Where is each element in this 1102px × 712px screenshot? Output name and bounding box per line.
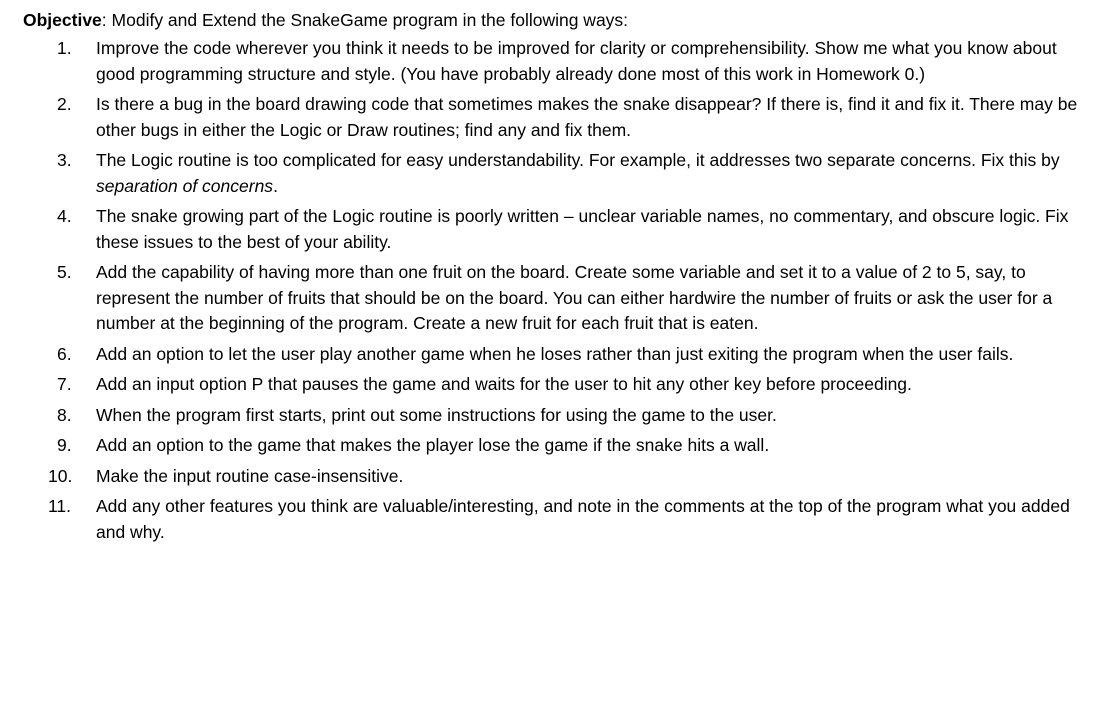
task-text: Add an input option P that pauses the game and waits for the user to hit any other key before proceeding. (96, 374, 912, 394)
objective-heading (23, 6, 1093, 34)
task-item-11 (23, 494, 1093, 545)
task-number: 3. (57, 150, 72, 170)
task-item-10 (23, 464, 1093, 490)
task-text-end: . (273, 175, 278, 196)
document-body (23, 6, 1093, 550)
task-text: Is there a bug in the board drawing code that sometimes makes the snake disappear? If there is, find it and fix it. There may be other bugs in either the Logic or Draw routines; find any and fix them. (96, 94, 1078, 140)
task-text: The snake growing part of the Logic routine is poorly written – unclear variable names, no commentary, and obscure logic. Fix these issues to the best of your ability. (96, 206, 1069, 252)
task-item-3 (23, 148, 1093, 199)
task-item-1 (23, 36, 1093, 87)
task-number: 11. (48, 496, 72, 516)
task-item-6 (23, 342, 1093, 368)
task-text: Add an option to let the user play another game when he loses rather than just exiting the program when the user fails. (96, 343, 1014, 364)
task-item-5 (23, 260, 1093, 337)
task-number: 4. (57, 206, 72, 226)
task-number: 7. (57, 374, 72, 394)
task-number: 2. (57, 94, 72, 114)
objective-text: : Modify and Extend the SnakeGame program in the following ways: (101, 10, 629, 30)
task-text: When the program first starts, print out some instructions for using the game to the user. (96, 404, 777, 425)
task-item-4 (23, 204, 1093, 255)
task-text: Add the capability of having more than one fruit on the board. Create some variable and set it to a value of 2 to 5, say, to represent the number of fruits that should be on the board. You can either hardwire the number of fruits or ask the user for a number at the beginning of the program. Create a new fruit for each fruit that is eaten. (96, 262, 1053, 333)
task-number: 8. (57, 404, 72, 425)
task-item-7 (23, 372, 1093, 398)
task-text: Add an option to the game that makes the player lose the game if the snake hits a wall. (96, 435, 770, 455)
task-text: Improve the code wherever you think it needs to be improved for clarity or comprehensibility. Show me what you know about good programming structure and style. (You have probably already done most of this work in Homework 0.) (96, 38, 1057, 84)
task-text: Make the input routine case-insensitive. (96, 465, 404, 486)
task-item-2 (23, 92, 1093, 143)
task-number: 9. (57, 435, 72, 455)
task-list (23, 36, 1093, 545)
task-number: 5. (57, 262, 72, 282)
task-number: 1. (57, 38, 72, 58)
objective-label: Objective (23, 10, 102, 30)
task-item-8 (23, 403, 1093, 429)
task-text: Add any other features you think are valuable/interesting, and note in the comments at the top of the program what you added and why. (96, 496, 1070, 542)
task-number: 10. (48, 465, 73, 486)
task-emphasis: separation of concerns (96, 175, 274, 196)
task-number: 6. (57, 343, 72, 364)
task-text: The Logic routine is too complicated for easy understandability. For example, it addresses two separate concerns. Fix this by (96, 150, 1060, 170)
task-item-9 (23, 433, 1093, 459)
